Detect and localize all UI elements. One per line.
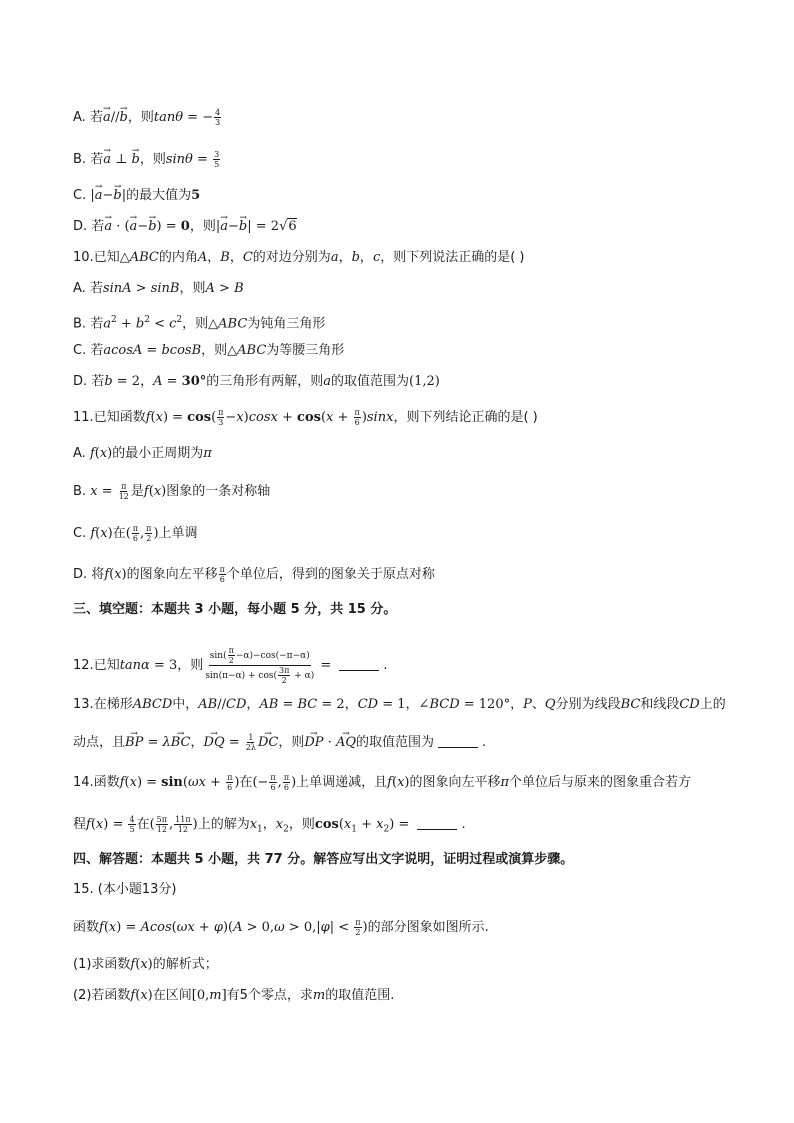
question-15-part-1: (1)求函数f(x)的解析式； — [73, 957, 218, 972]
option-11c: C. f(x)在( $\frac{\pi}{6}$ , $\frac{\pi}{2}$ )上单调 — [73, 524, 198, 543]
question-14-line-1: 14.函数f(x) = sin(ωx + $\frac{\pi}{6}$ )在(− $\frac{\pi}{6}$ , $\frac{\pi}{6}$ )上单调递减，且f(x)的图象向左平移π个单位后与原来的图象重合若方 — [73, 773, 692, 792]
option-9d: D. 若→ a · (→ a−→ b) = 0，则|→ a−→ b| = 2√6 — [73, 217, 734, 237]
option-9b: B. 若→ a ⊥ → b，则sinθ = $\frac{3}{5}$ — [73, 150, 734, 170]
question-15-header: 15. (本小题13分) — [73, 882, 177, 897]
question-13-line-2: 动点，且→ BP = λ→ BC，→ DQ = $\frac{1}{2\lambda}$ → DC，则→ DP · → AQ的取值范围为 . — [73, 733, 734, 753]
option-10c: C. 若acosA = bcosB，则△ABC为等腰三角形 — [73, 343, 345, 358]
option-9a: A. 若→ a//→ b，则tanθ = − $\frac{4}{3}$ — [73, 108, 734, 128]
option-10a: A. 若sinA > sinB，则A > B — [73, 281, 244, 296]
question-15-part-2: (2)若函数f(x)在区间[0,m]有5个零点，求m的取值范围. — [73, 988, 395, 1003]
option-10d: D. 若b = 2，A = 30°的三角形有两解，则a的取值范围为(1,2) — [73, 374, 440, 389]
question-12: 12.已知tanα = 3，则 sin( $\frac{\pi}{2}$ −α)−cos(−π−α) sin(π−α) + cos( $\frac{3\pi}{2}$ + α) = . — [73, 646, 388, 685]
question-15-stem: 函数f(x) = Acos(ωx + φ)(A > 0,ω > 0,|φ| < $\frac{\pi}{2}$ )的部分图象如图所示. — [73, 918, 489, 937]
question-11: 11.已知函数f(x) = cos( $\frac{\pi}{3}$ −x)cosx + cos(x + $\frac{\pi}{6}$ )sinx，则下列结论正确的是( ) — [73, 408, 538, 427]
section-3-heading: 三、填空题：本题共 3 小题，每小题 5 分，共 15 分。 — [73, 602, 397, 617]
option-11b: B. x = $\frac{\pi}{12}$ 是f(x)图象的一条对称轴 — [73, 482, 271, 501]
option-10b: B. 若$a^2 + b^2 < c^2$，则△ABC为钝角三角形 — [73, 315, 326, 332]
option-9c: C. |→ a−→ b|的最大值为5 — [73, 186, 734, 206]
option-11d: D. 将f(x)的图象向左平移 $\frac{\pi}{6}$ 个单位后，得到的图象关于原点对称 — [73, 565, 435, 584]
section-4-heading: 四、解答题：本题共 5 小题，共 77 分。解答应写出文字说明，证明过程或演算步骤。 — [73, 852, 574, 867]
question-14-line-2: 程f(x) = $\frac{4}{5}$ 在( $\frac{5\pi}{12}$ , $\frac{11\pi}{12}$ )上的解为$x_1$，$x_2$，则$\cos(x_1 + x_2)$ = . — [73, 815, 466, 835]
question-10: 10.已知△ABC的内角A，B，C的对边分别为a，b，c，则下列说法正确的是( ) — [73, 250, 525, 265]
option-11a: A. f(x)的最小正周期为π — [73, 446, 212, 461]
question-13-line-1: 13.在梯形ABCD中，AB//CD，AB = BC = 2，CD = 1，∠BCD = 120°，P、Q分别为线段BC和线段CD上的 — [73, 697, 726, 712]
